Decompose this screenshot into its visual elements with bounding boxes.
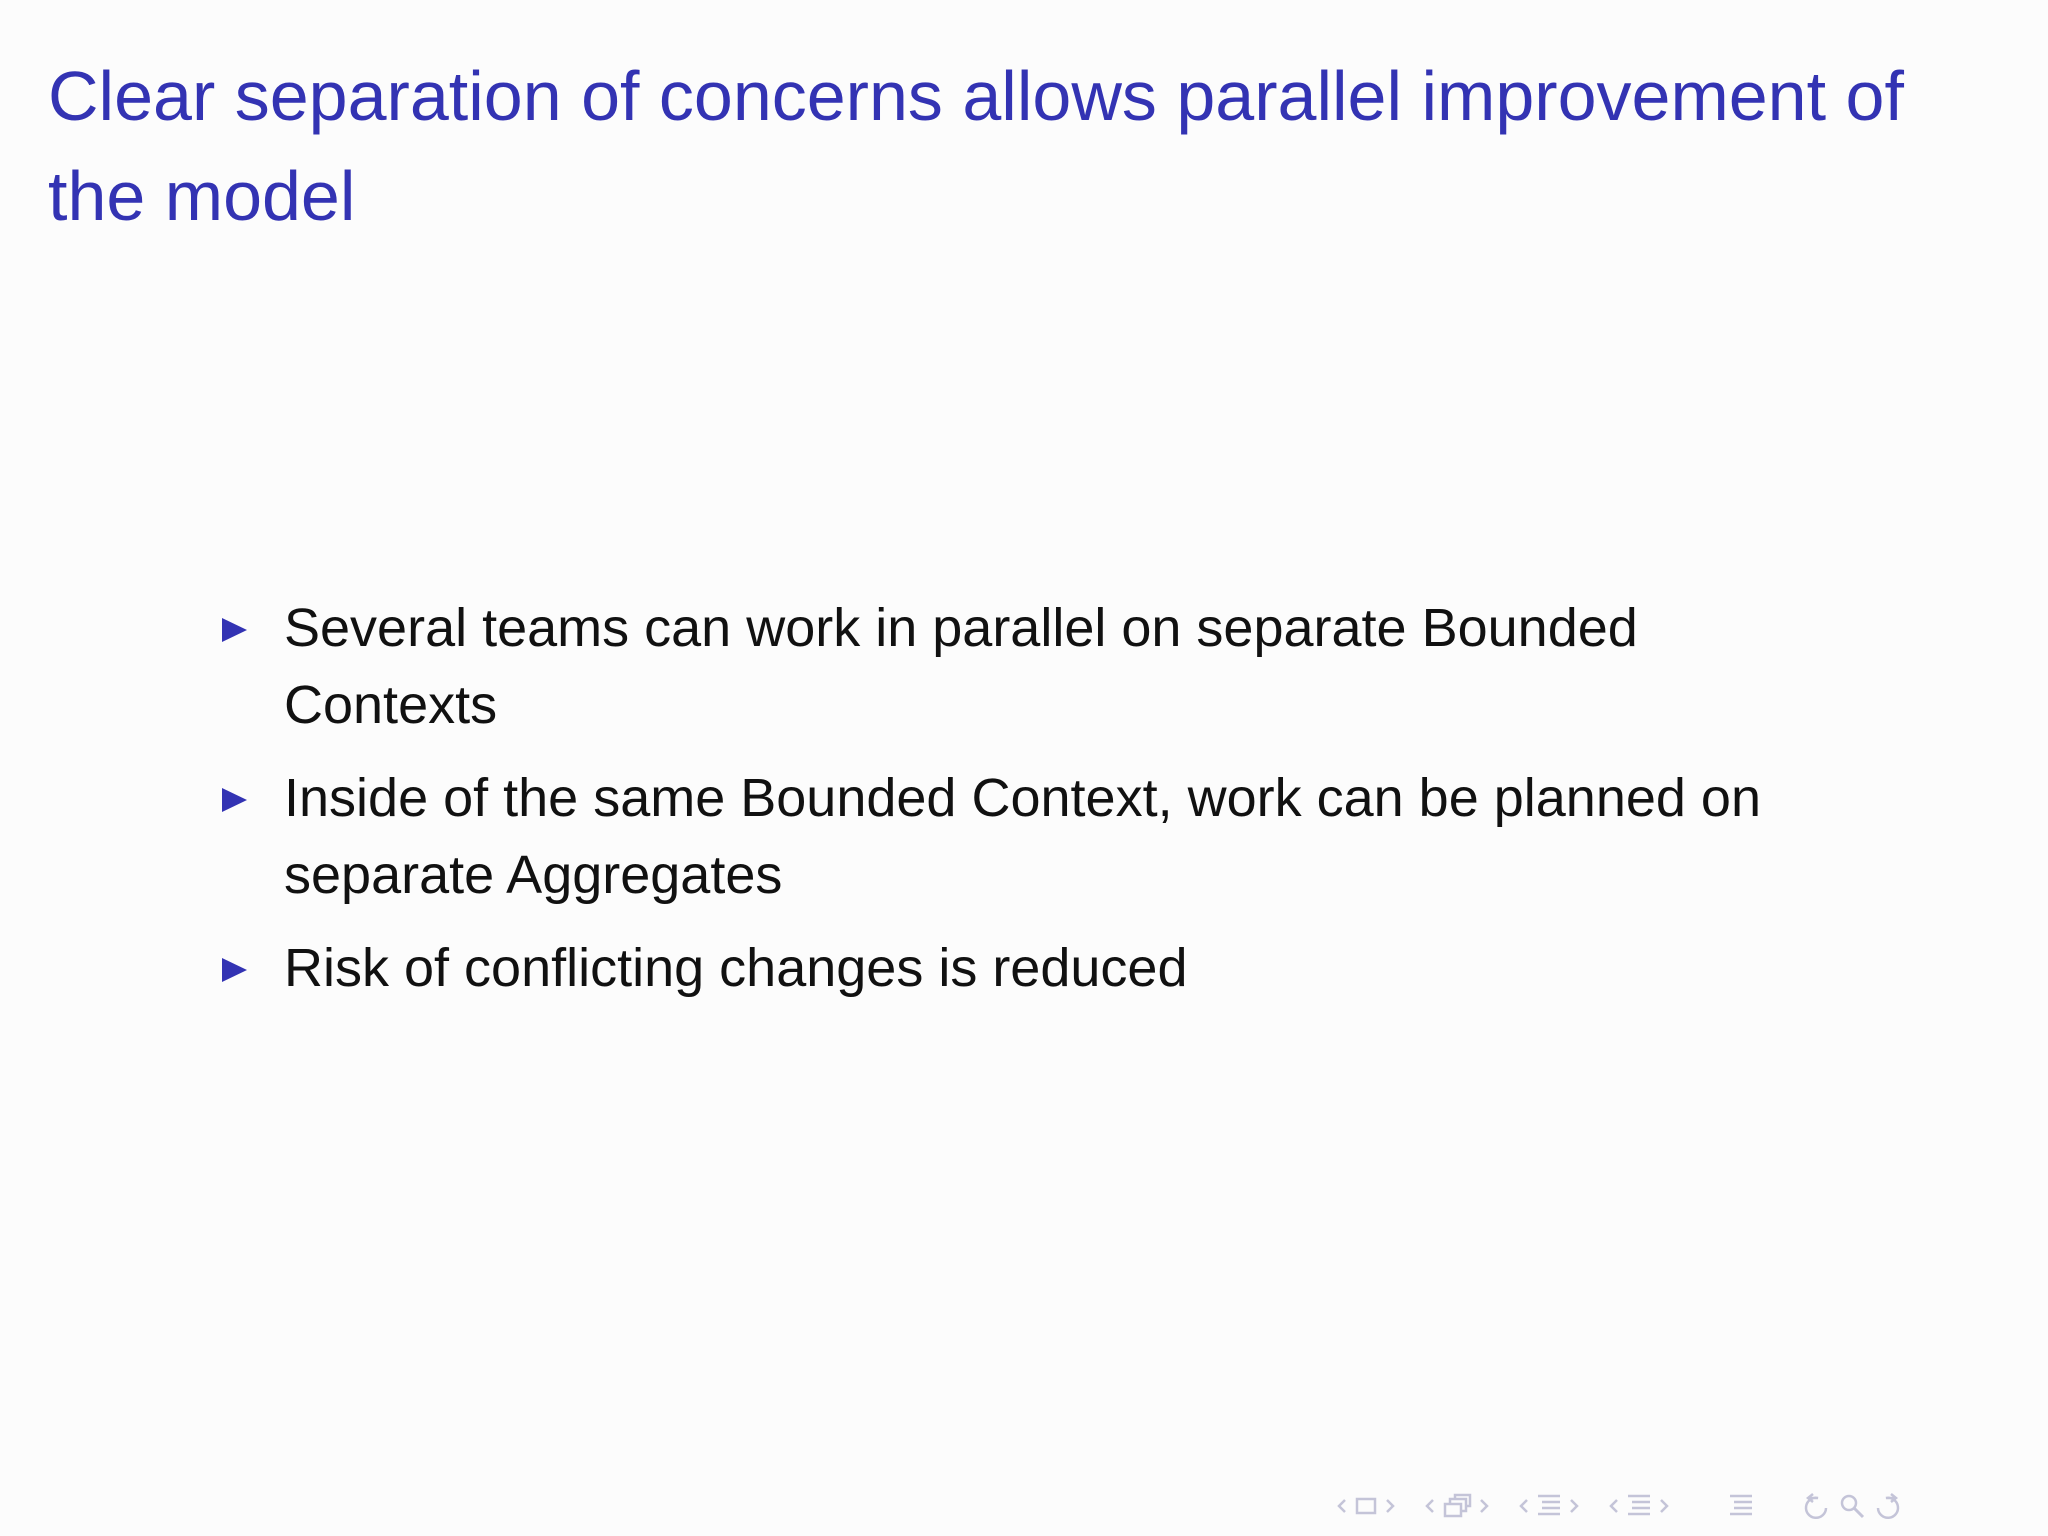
next-subsection-arrow-icon[interactable] [1478, 1496, 1490, 1516]
prev-part-arrow-icon[interactable] [1608, 1496, 1620, 1516]
next-part-arrow-icon[interactable] [1658, 1496, 1670, 1516]
frame-icon[interactable] [1354, 1496, 1378, 1516]
slide-content [218, 590, 1838, 1023]
slide-title: Clear separation of concerns allows parallel improvement of the model [48, 57, 1904, 235]
bullet-item [218, 590, 1838, 744]
triangle-bullet-icon [222, 958, 247, 982]
bullet-text: Inside of the same Bounded Context, work can be planned on separate Aggregates [284, 768, 1761, 905]
bullet-text: Several teams can work in parallel on separate Bounded Contexts [284, 598, 1638, 735]
bullet-item [218, 760, 1838, 914]
redo-icon[interactable] [1872, 1492, 1904, 1520]
search-icon[interactable] [1838, 1492, 1866, 1520]
presentation-icon[interactable] [1626, 1492, 1652, 1520]
bullet-text: Risk of conflicting changes is reduced [284, 938, 1188, 998]
beamer-navigation-bar [1336, 1489, 1910, 1523]
triangle-bullet-icon [222, 618, 247, 642]
section-icon[interactable] [1536, 1492, 1562, 1520]
triangle-bullet-icon [222, 788, 247, 812]
bullet-item [218, 930, 1838, 1007]
prev-section-arrow-icon[interactable] [1518, 1496, 1530, 1516]
subsection-icon[interactable] [1442, 1492, 1472, 1520]
appendix-icon[interactable] [1728, 1492, 1754, 1520]
bullet-list [218, 590, 1838, 1007]
undo-icon[interactable] [1800, 1492, 1832, 1520]
next-frame-arrow-icon[interactable] [1384, 1496, 1396, 1516]
prev-subsection-arrow-icon[interactable] [1424, 1496, 1436, 1516]
next-section-arrow-icon[interactable] [1568, 1496, 1580, 1516]
prev-frame-arrow-icon[interactable] [1336, 1496, 1348, 1516]
